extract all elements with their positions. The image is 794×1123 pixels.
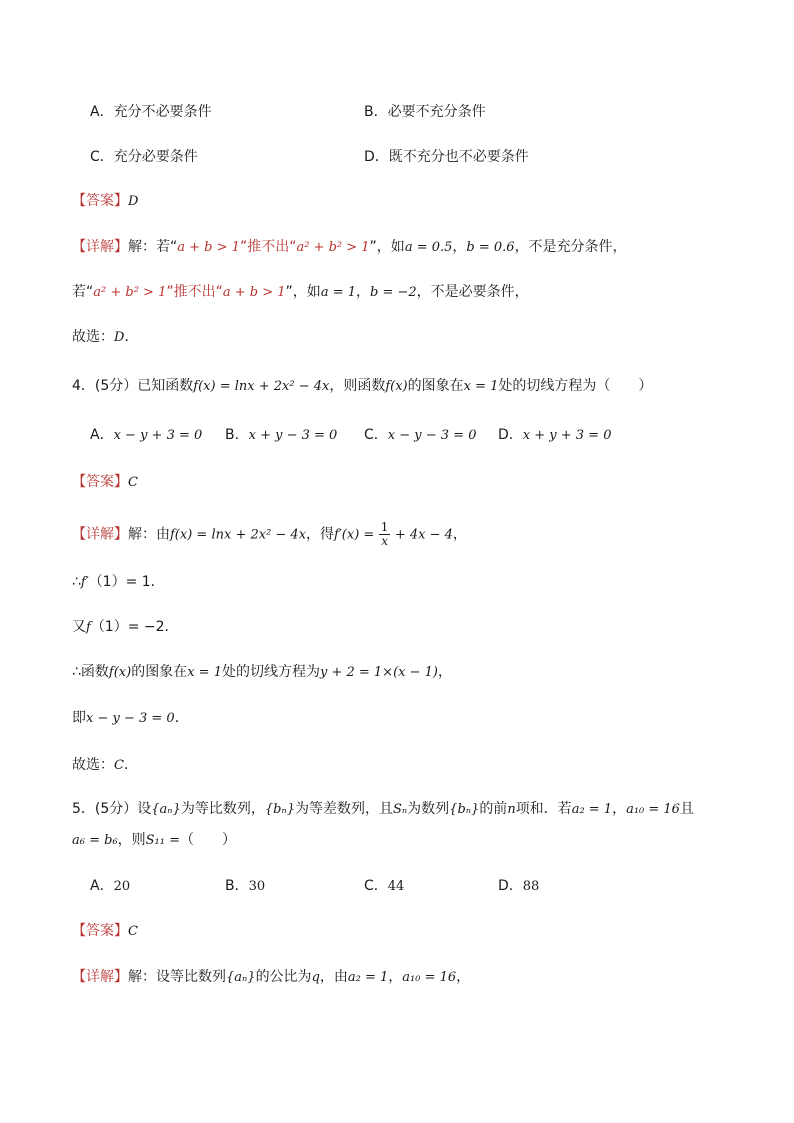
option-letter: D． xyxy=(498,878,523,894)
math-expr: f(x) xyxy=(385,379,408,394)
text: ， xyxy=(388,969,403,985)
answer-tag: 【答案】 xyxy=(72,193,128,209)
text: 故选： xyxy=(72,757,114,773)
math-expr: + 4x − 4 xyxy=(394,527,453,543)
text: 解：由 xyxy=(128,526,170,543)
text: 处的切线方程为 xyxy=(221,664,320,680)
q4-detail-line-5 xyxy=(72,708,189,729)
math-expr: a₁₀ = 16 xyxy=(626,802,680,817)
math-expr: D xyxy=(114,330,125,345)
text: ， xyxy=(612,801,627,817)
text: 又 xyxy=(72,619,86,635)
text: 项和．若 xyxy=(515,801,572,817)
text: 解：若“ xyxy=(128,239,178,255)
math-expr: f(x) = lnx + 2x² − 4x xyxy=(193,379,330,394)
q3-detail-line-1 xyxy=(72,237,627,258)
q3-detail-line-2 xyxy=(72,282,529,303)
q3-detail-line-3 xyxy=(72,327,138,348)
fraction-denominator: x xyxy=(381,534,388,548)
math-expr: {bₙ} xyxy=(264,802,295,817)
answer-value: C xyxy=(128,475,138,490)
text: （ ） xyxy=(180,832,237,848)
text: ”推不出“ xyxy=(166,284,223,300)
option-letter: C． xyxy=(364,878,388,894)
option-letter: B． xyxy=(225,427,249,443)
q4-option-b xyxy=(225,425,337,446)
text: ， xyxy=(452,239,467,255)
text: ， xyxy=(456,969,471,985)
text: ， xyxy=(356,284,370,300)
math-expr: x − y − 3 = 0 xyxy=(387,428,477,443)
math-expr: a + b > 1 xyxy=(222,285,286,300)
text: 的图象在 xyxy=(407,378,464,394)
q3-option-d: D．既不充分也不必要条件 xyxy=(364,149,529,165)
q4-option-c xyxy=(364,425,476,446)
math-expr: x + y − 3 = 0 xyxy=(248,428,338,443)
text: ∴函数 xyxy=(72,664,109,680)
math-expr: b = −2 xyxy=(370,285,417,300)
text: ”，如 xyxy=(369,239,405,255)
q5-option-b xyxy=(225,876,265,897)
q5-option-d xyxy=(498,876,539,897)
math-expr: C xyxy=(114,758,124,773)
q4-detail-line-2 xyxy=(72,572,165,593)
math-expr: a² + b² > 1 xyxy=(296,240,370,255)
detail-tag: 【详解】 xyxy=(72,526,128,543)
text: ． xyxy=(124,329,139,345)
option-letter: A． xyxy=(90,878,114,894)
math-expr: a = 0.5 xyxy=(404,240,453,255)
math-expr: x = 1 xyxy=(463,379,499,394)
text: 处的切线方程为（ ） xyxy=(498,378,653,394)
q5-stem-line-2 xyxy=(72,830,236,851)
math-expr: f′ xyxy=(80,575,89,590)
text: ，由 xyxy=(319,969,348,985)
text: 为等比数列， xyxy=(180,801,265,817)
text: 5．(5分）设 xyxy=(72,801,152,817)
text: ， xyxy=(452,526,467,543)
math-expr: x − y − 3 = 0 xyxy=(86,711,175,726)
q3-option-b: B．必要不充分条件 xyxy=(364,104,486,120)
text: （1）= −2． xyxy=(90,619,179,635)
math-expr: {aₙ} xyxy=(151,802,181,817)
q5-option-c xyxy=(364,876,404,897)
math-expr: n xyxy=(507,802,516,817)
q5-answer xyxy=(72,921,138,942)
text: ． xyxy=(174,710,189,726)
math-expr: q xyxy=(311,970,320,985)
math-expr: f(x) xyxy=(108,665,132,680)
q5-stem-line-1 xyxy=(72,799,694,820)
math-expr: x − y + 3 = 0 xyxy=(113,428,203,443)
text: （1）= 1． xyxy=(88,574,165,590)
text: ，则函数 xyxy=(329,378,386,394)
q3-option-a: A．充分不必要条件 xyxy=(90,104,212,120)
option-letter: B． xyxy=(225,878,249,894)
q3-option-c: C．充分必要条件 xyxy=(90,149,198,165)
detail-tag: 【详解】 xyxy=(72,969,128,985)
math-expr: a₂ = 1 xyxy=(571,802,613,817)
answer-tag: 【答案】 xyxy=(72,923,128,939)
math-expr: a = 1 xyxy=(320,285,356,300)
text: 即 xyxy=(72,710,86,726)
q4-option-d xyxy=(498,425,611,446)
math-expr: x + y + 3 = 0 xyxy=(522,428,612,443)
text: 故选： xyxy=(72,329,114,345)
text: ”推不出“ xyxy=(239,239,297,255)
text: ， xyxy=(437,664,452,680)
math-expr: f(x) = lnx + 2x² − 4x xyxy=(170,527,307,543)
math-expr: a + b > 1 xyxy=(177,240,240,255)
math-expr: a₂ = 1 xyxy=(347,970,389,985)
math-expr: a₁₀ = 16 xyxy=(402,970,457,985)
text: ，则 xyxy=(117,832,146,848)
fraction xyxy=(379,521,391,548)
math-expr: x = 1 xyxy=(187,665,222,680)
text: 且 xyxy=(679,801,694,817)
math-expr: S₁₁ = xyxy=(145,833,181,848)
option-value: 88 xyxy=(522,879,540,894)
option-value: 20 xyxy=(113,879,131,894)
q4-answer xyxy=(72,472,138,493)
q3-answer xyxy=(72,191,138,212)
q4-detail-line-3 xyxy=(72,617,179,638)
text: ，不是必要条件， xyxy=(416,284,529,300)
text: ∴ xyxy=(72,574,81,590)
text: 的前 xyxy=(479,801,508,817)
math-expr: {aₙ} xyxy=(226,970,256,985)
math-expr: Sₙ xyxy=(392,802,408,817)
fraction-numerator: 1 xyxy=(380,520,389,534)
text: ，不是充分条件， xyxy=(514,239,627,255)
text: 的公比为 xyxy=(255,969,312,985)
q4-detail-line-4 xyxy=(72,662,452,683)
text: 为等差数列，且 xyxy=(294,801,393,817)
option-value: 44 xyxy=(387,879,405,894)
answer-tag: 【答案】 xyxy=(72,474,128,490)
math-expr: a² + b² > 1 xyxy=(93,285,167,300)
q5-detail-line-1 xyxy=(72,967,470,988)
math-expr: f′(x) = xyxy=(334,527,375,543)
text: 解：设等比数列 xyxy=(128,969,226,985)
q4-stem xyxy=(72,376,652,397)
option-value: 30 xyxy=(248,879,266,894)
math-expr: f xyxy=(86,620,91,635)
answer-value: D xyxy=(128,194,139,209)
math-expr: y + 2 = 1×(x − 1) xyxy=(319,665,438,680)
answer-value: C xyxy=(128,924,138,939)
text: 的图象在 xyxy=(131,664,188,680)
q4-detail-line-6 xyxy=(72,755,138,776)
text: ，得 xyxy=(306,526,335,543)
math-expr: {bₙ} xyxy=(449,802,480,817)
text: ． xyxy=(123,757,138,773)
math-expr: a₆ = b₆ xyxy=(72,833,118,848)
text: 若“ xyxy=(72,284,94,300)
option-letter: A． xyxy=(90,427,114,443)
q4-detail-line-1 xyxy=(72,521,467,548)
q5-option-a xyxy=(90,876,130,897)
text: 4．(5分）已知函数 xyxy=(72,378,194,394)
text: 为数列 xyxy=(407,801,450,817)
text: ”，如 xyxy=(285,284,321,300)
q4-option-a xyxy=(90,425,202,446)
math-expr: b = 0.6 xyxy=(466,240,515,255)
detail-tag: 【详解】 xyxy=(72,239,128,255)
option-letter: D． xyxy=(498,427,523,443)
option-letter: C． xyxy=(364,427,388,443)
